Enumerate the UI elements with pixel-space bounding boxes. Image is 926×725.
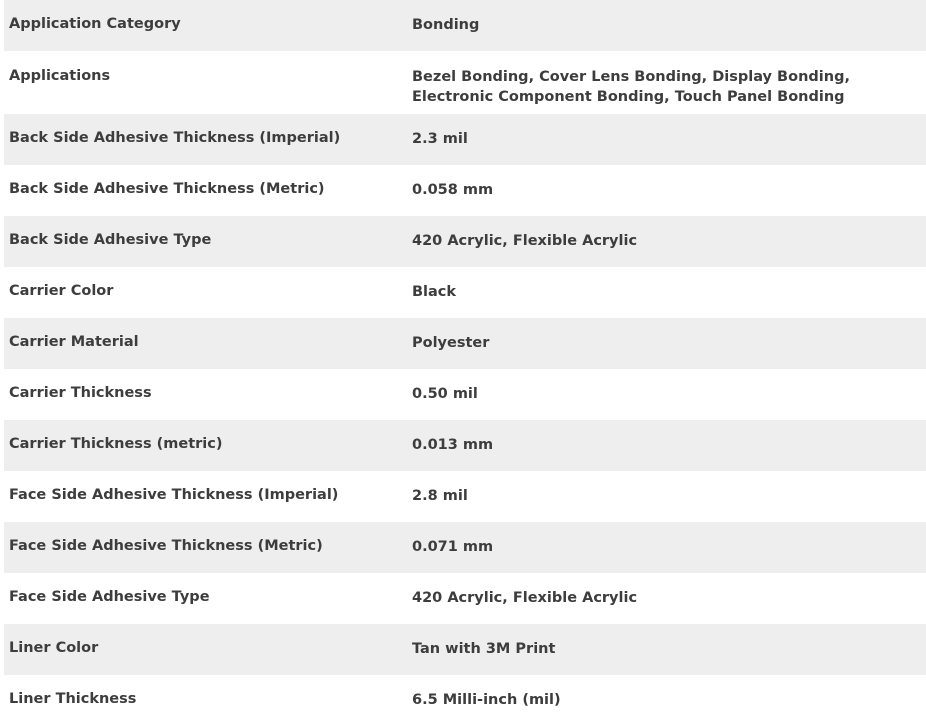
spec-value: Bezel Bonding, Cover Lens Bonding, Display Bonding, Electronic Component Bonding, Touch Panel Bonding	[412, 69, 850, 105]
spec-label: Face Side Adhesive Type	[9, 589, 210, 605]
spec-label: Applications	[9, 68, 111, 84]
specifications-table	[4, 0, 926, 725]
spec-row	[4, 522, 926, 573]
spec-value: 420 Acrylic, Flexible Acrylic	[412, 590, 638, 606]
spec-label: Carrier Thickness	[9, 385, 152, 401]
spec-label: Carrier Color	[9, 283, 114, 299]
spec-label: Face Side Adhesive Thickness (Metric)	[9, 538, 323, 554]
spec-label: Carrier Material	[9, 334, 139, 350]
spec-value: 0.50 mil	[412, 386, 478, 402]
spec-row	[4, 675, 926, 725]
spec-label: Back Side Adhesive Thickness (Metric)	[9, 181, 325, 197]
spec-label: Liner Thickness	[9, 691, 137, 707]
spec-row	[4, 165, 926, 216]
spec-row	[4, 267, 926, 318]
spec-value: Black	[412, 284, 457, 300]
spec-value: Bonding	[412, 17, 480, 33]
spec-row	[4, 216, 926, 267]
spec-label: Liner Color	[9, 640, 99, 656]
spec-row	[4, 471, 926, 522]
spec-value: 0.058 mm	[412, 182, 494, 198]
spec-row	[4, 420, 926, 471]
spec-row	[4, 624, 926, 675]
spec-value: 420 Acrylic, Flexible Acrylic	[412, 233, 638, 249]
spec-label: Application Category	[9, 16, 181, 32]
spec-value: 6.5 Milli-inch (mil)	[412, 692, 561, 708]
spec-value: 0.071 mm	[412, 539, 494, 555]
spec-value: Tan with 3M Print	[412, 641, 556, 657]
spec-value: Polyester	[412, 335, 490, 351]
spec-label: Back Side Adhesive Thickness (Imperial)	[9, 130, 341, 146]
spec-value: 2.8 mil	[412, 488, 468, 504]
spec-row	[4, 0, 926, 51]
spec-label: Face Side Adhesive Thickness (Imperial)	[9, 487, 339, 503]
spec-row	[4, 114, 926, 165]
spec-row	[4, 369, 926, 420]
spec-label: Back Side Adhesive Type	[9, 232, 212, 248]
spec-row	[4, 51, 926, 114]
spec-value: 0.013 mm	[412, 437, 494, 453]
spec-value: 2.3 mil	[412, 131, 468, 147]
spec-row	[4, 318, 926, 369]
spec-row	[4, 573, 926, 624]
spec-label: Carrier Thickness (metric)	[9, 436, 223, 452]
